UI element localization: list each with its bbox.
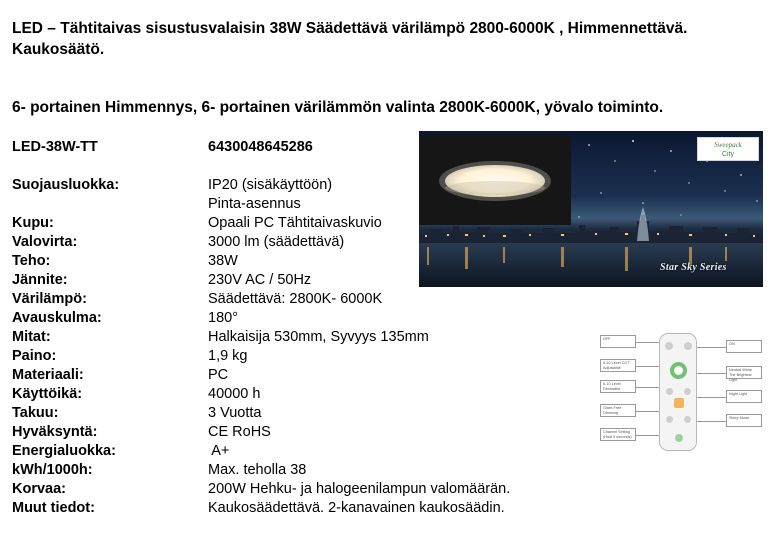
remote-label-channel: Channel Setting (Hold 5 seconds) <box>600 428 636 441</box>
spec-value: Max. teholla 38 <box>208 462 307 478</box>
spec-value: IP20 (sisäkäyttöön) <box>208 177 333 193</box>
spec-value: Opaali PC Tähtitaivaskuvio <box>208 215 382 231</box>
spec-value: 40000 h <box>208 386 261 402</box>
remote-on-button-icon <box>684 342 692 350</box>
spec-label: Energialuokka: <box>12 443 116 459</box>
spec-value: A+ <box>208 443 230 459</box>
spec-label: Materiaali: <box>12 367 84 383</box>
spec-value: 200W Hehku- ja halogeenilampun valomäärän. <box>208 481 511 497</box>
remote-label-glare-free: Glare-Free Dimming <box>600 404 636 417</box>
page-subtitle: 6- portainen Himmennys, 6- portainen värilämmön valinta 2800K-6000K, yövalo toiminto. <box>12 99 664 116</box>
remote-sleep-button-icon <box>684 416 691 423</box>
spec-label: kWh/1000h: <box>12 462 93 478</box>
remote-label-dimmable: 6-10 Level Dimmable <box>600 380 636 393</box>
remote-label-on: ON <box>726 340 762 353</box>
spec-label: Kupu: <box>12 215 54 231</box>
remote-dial-center-icon <box>674 366 683 375</box>
spec-label: Teho: <box>12 253 51 269</box>
remote-logo-icon <box>675 434 683 442</box>
remote-label-night-light: Night Light <box>726 390 762 403</box>
spec-value: 38W <box>208 253 238 269</box>
spec-value: Halkaisija 530mm, Syvyys 135mm <box>208 329 429 345</box>
remote-label-cct: 6-10 Level CCT Adjustable <box>600 359 636 372</box>
remote-control-illustration <box>659 333 697 451</box>
spec-label: Korvaa: <box>12 481 66 497</box>
spec-value: Säädettävä: 2800K- 6000K <box>208 291 383 307</box>
spec-label: Värilämpö: <box>12 291 87 307</box>
spec-value: 1,9 kg <box>208 348 248 364</box>
spec-label: Mitat: <box>12 329 51 345</box>
remote-night-light-icon <box>674 398 684 408</box>
spec-label: Käyttöikä: <box>12 386 83 402</box>
spec-value: PC <box>208 367 229 383</box>
diagram-connector <box>692 347 726 348</box>
brand-logo <box>697 137 759 161</box>
remote-label-off: OFF <box>600 335 636 348</box>
spec-value: 6430048645286 <box>208 139 313 155</box>
spec-value: CE RoHS <box>208 424 271 440</box>
spec-value: 230V AC / 50Hz <box>208 272 312 288</box>
remote-label-neutral-white: Neutral White The Brightest Light <box>726 366 762 379</box>
spec-label: Hyväksyntä: <box>12 424 98 440</box>
remote-minus-button-icon <box>666 388 673 395</box>
spec-value: 180° <box>208 310 238 326</box>
remote-button-icon <box>666 416 673 423</box>
remote-control-diagram <box>598 325 764 455</box>
spec-label: Suojausluokka: <box>12 177 120 193</box>
brand-logo-text: Sweepack <box>714 141 742 149</box>
remote-off-button-icon <box>665 342 673 350</box>
spec-label: Muut tiedot: <box>12 500 95 516</box>
spec-label: Avauskulma: <box>12 310 102 326</box>
diagram-connector <box>692 397 726 398</box>
spec-label: Takuu: <box>12 405 59 421</box>
spec-value: 3000 lm (säädettävä) <box>208 234 345 250</box>
spec-value: Pinta-asennus <box>208 196 301 212</box>
spec-label: Paino: <box>12 348 57 364</box>
series-label: Star Sky Series <box>660 262 727 273</box>
diagram-connector <box>692 421 726 422</box>
spec-label: LED-38W-TT <box>12 139 98 155</box>
spec-label: Valovirta: <box>12 234 78 250</box>
spec-label: Jännite: <box>12 272 68 288</box>
brand-logo-subtext: City <box>721 151 735 158</box>
page-title: LED – Tähtitaivas sisustusvalaisin 38W Säädettävä värilämpö 2800-6000K , Himmennettävä. Kaukosäätö. <box>12 20 688 58</box>
spec-value: 3 Vuotta <box>208 405 262 421</box>
spec-value: Kaukosäädettävä. 2-kanavainen kaukosäädin. <box>208 500 505 516</box>
remote-label-sleep-mode: Sleep Mode <box>726 414 762 427</box>
remote-plus-button-icon <box>684 388 691 395</box>
diagram-connector <box>692 373 726 374</box>
